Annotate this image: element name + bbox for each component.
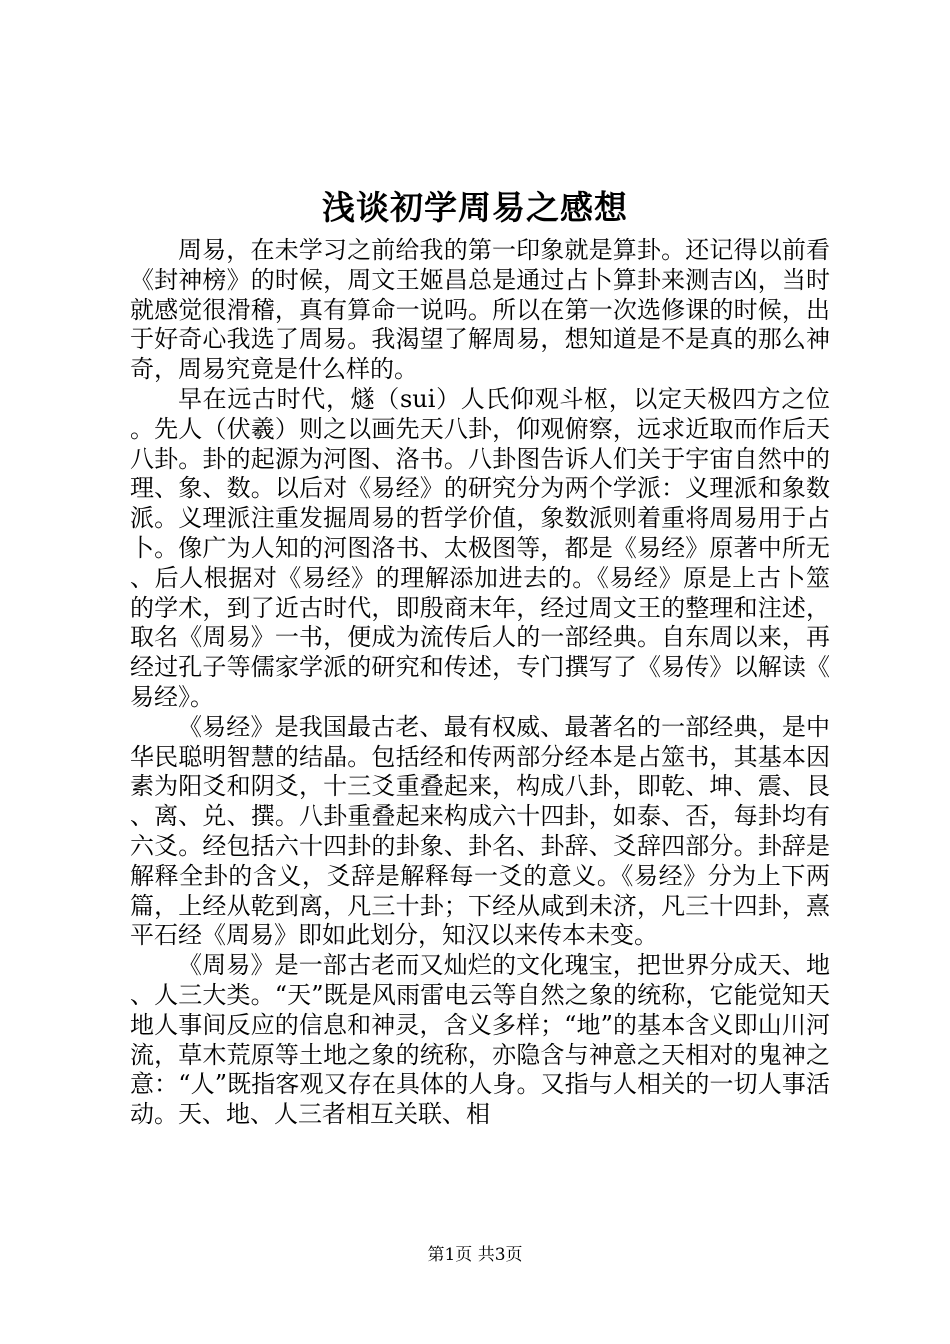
document-body — [130, 236, 830, 1130]
paragraph-4: 《周易》是一部古老而又灿烂的文化瑰宝，把世界分成天、地、人三大类。“天”既是风雨雷电云等自然之象的统称，它能觉知天地人事间反应的信息和神灵，含义多样；“地”的基本含义即山川河流，草木荒原等土地之象的统称，亦隐含与神意之天相对的鬼神之意：“人”既指客观又存在具体的人身。又指与人相关的一切人事活动。天、地、人三者相互关联、相 — [130, 951, 830, 1129]
page-footer: 第1页 共3页 — [427, 1245, 523, 1265]
paragraph-1: 周易，在未学习之前给我的第一印象就是算卦。还记得以前看《封神榜》的时候，周文王姬昌总是通过占卜算卦来测吉凶，当时就感觉很滑稽，真有算命一说吗。所以在第一次选修课的时候，出于好奇心我选了周易。我渴望了解周易，想知道是不是真的那么神奇，周易究竟是什么样的。 — [130, 236, 830, 384]
paragraph-2: 早在远古时代，燧（sui）人氏仰观斗枢，以定天极四方之位。先人（伏羲）则之以画先天八卦，仰观俯察，远求近取而作后天八卦。卦的起源为河图、洛书。八卦图告诉人们关于宇宙自然中的理、象、数。以后对《易经》的研究分为两个学派：义理派和象数派。义理派注重发掘周易的哲学价值，象数派则着重将周易用于占卜。像广为人知的河图洛书、太极图等，都是《易经》原著中所无、后人根据对《易经》的理解添加进去的。《易经》原是上古卜筮的学术，到了近古时代，即殷商末年，经过周文王的整理和注述，取名《周易》一书，便成为流传后人的一部经典。自东周以来，再经过孔子等儒家学派的研究和传述，专门撰写了《易传》以解读《易经》。 — [130, 384, 830, 711]
paragraph-3: 《易经》是我国最古老、最有权威、最著名的一部经典，是中华民聪明智慧的结晶。包括经和传两部分经本是占筮书，其基本因素为阳爻和阴爻，十三爻重叠起来，构成八卦，即乾、坤、震、艮、离、兑、撰。八卦重叠起来构成六十四卦，如泰、否，每卦均有六爻。经包括六十四卦的卦象、卦名、卦辞、爻辞四部分。卦辞是解释全卦的含义，爻辞是解释每一爻的意义。《易经》分为上下两篇，上经从乾到离，凡三十卦；下经从咸到未济，凡三十四卦，熹平石经《周易》即如此划分，知汉以来传本未变。 — [130, 712, 830, 950]
document-title: 浅谈初学周易之感想 — [322, 188, 628, 227]
